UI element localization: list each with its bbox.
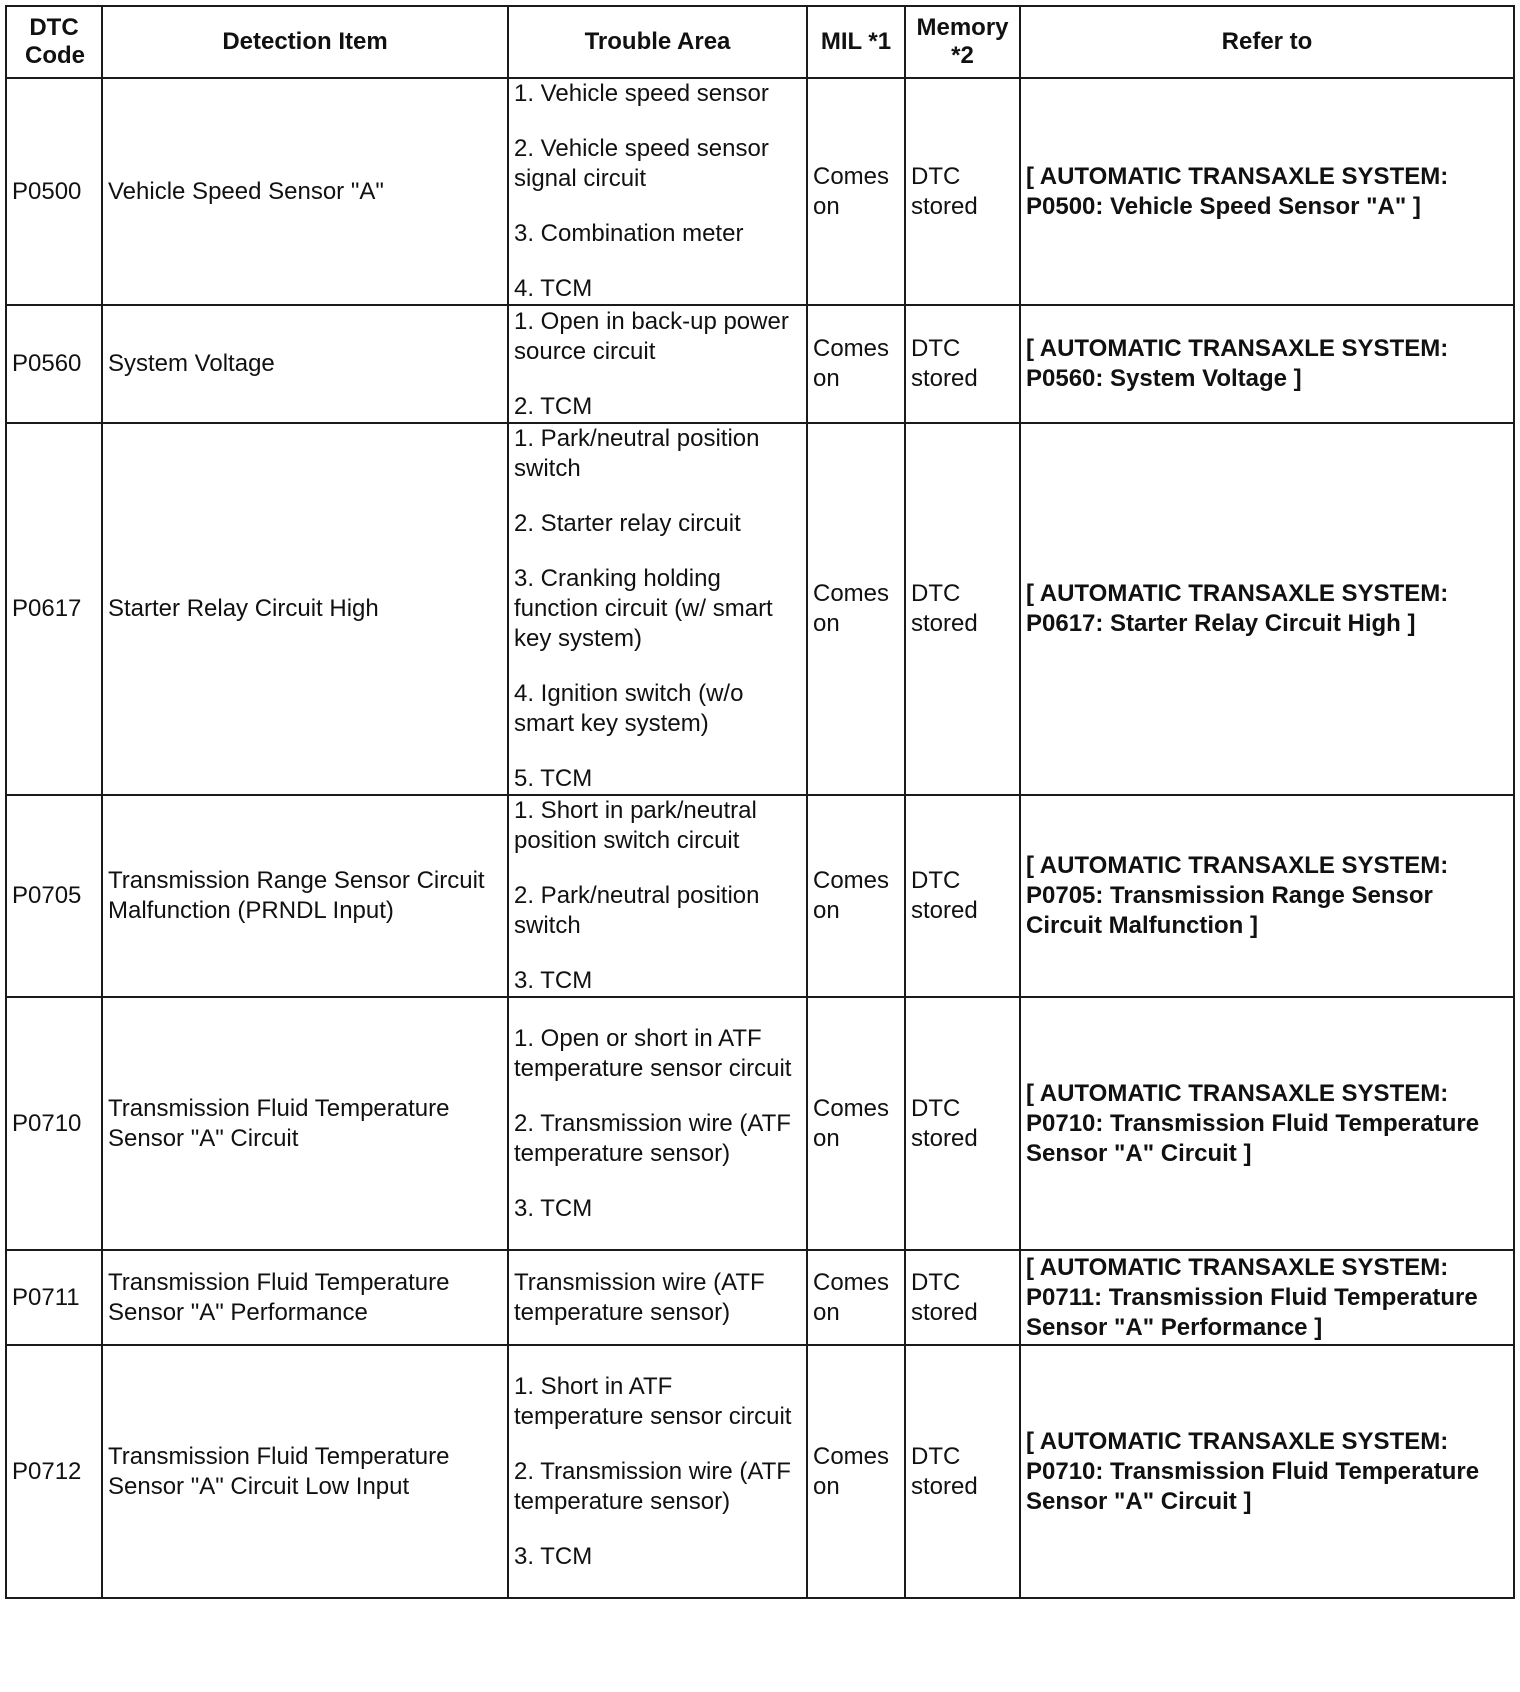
memory-cell: DTC stored <box>905 305 1020 423</box>
trouble-area-item: 2. Transmission wire (ATF temperature sensor) <box>514 1457 791 1515</box>
trouble-area-item: Transmission wire (ATF temperature sensor) <box>514 1268 765 1326</box>
table-body <box>6 78 1514 1598</box>
table-row <box>6 78 1514 305</box>
refer-to-cell: [ AUTOMATIC TRANSAXLE SYSTEM: P0705: Transmission Range Sensor Circuit Malfunction ] <box>1020 795 1514 997</box>
trouble-area-item: 2. Vehicle speed sensor signal circuit <box>514 135 769 192</box>
trouble-area-item: 2. Park/neutral position switch <box>514 882 760 939</box>
trouble-area-cell <box>508 1250 807 1345</box>
header-detection-item: Detection Item <box>102 6 508 78</box>
memory-cell: DTC stored <box>905 1345 1020 1598</box>
detection-item-cell: Transmission Fluid Temperature Sensor "A" Circuit Low Input <box>102 1345 508 1598</box>
dtc-code-cell: P0710 <box>6 997 102 1250</box>
header-memory: Memory *2 <box>905 6 1020 78</box>
refer-to-cell: [ AUTOMATIC TRANSAXLE SYSTEM: P0500: Vehicle Speed Sensor "A" ] <box>1020 78 1514 305</box>
refer-to-cell: [ AUTOMATIC TRANSAXLE SYSTEM: P0710: Transmission Fluid Temperature Sensor "A" Circuit ] <box>1020 997 1514 1250</box>
trouble-area-item: 5. TCM <box>514 765 593 792</box>
trouble-area-item: 4. TCM <box>514 275 593 302</box>
memory-cell: DTC stored <box>905 795 1020 997</box>
trouble-area-item: 1. Park/neutral position switch <box>514 425 760 482</box>
trouble-area-item: 1. Short in ATF temperature sensor circuit <box>514 1372 792 1430</box>
mil-cell: Comes on <box>807 795 905 997</box>
detection-item-cell: Vehicle Speed Sensor "A" <box>102 78 508 305</box>
table-row <box>6 795 1514 997</box>
table-header <box>6 6 1514 78</box>
dtc-code-cell: P0560 <box>6 305 102 423</box>
detection-item-cell: System Voltage <box>102 305 508 423</box>
trouble-area-item: 3. Cranking holding function circuit (w/ smart key system) <box>514 565 773 652</box>
trouble-area-cell <box>508 78 807 305</box>
dtc-code-cell: P0617 <box>6 423 102 795</box>
trouble-area-item: 2. Transmission wire (ATF temperature sensor) <box>514 1109 791 1167</box>
trouble-area-item: 2. TCM <box>514 392 593 420</box>
detection-item-cell: Transmission Fluid Temperature Sensor "A" Circuit <box>102 997 508 1250</box>
trouble-area-cell <box>508 305 807 423</box>
dtc-code-cell: P0712 <box>6 1345 102 1598</box>
header-mil: MIL *1 <box>807 6 905 78</box>
mil-cell: Comes on <box>807 78 905 305</box>
trouble-area-item: 3. TCM <box>514 1542 593 1570</box>
mil-cell: Comes on <box>807 1345 905 1598</box>
mil-cell: Comes on <box>807 1250 905 1345</box>
memory-cell: DTC stored <box>905 1250 1020 1345</box>
header-row <box>6 6 1514 78</box>
memory-cell: DTC stored <box>905 997 1020 1250</box>
mil-cell: Comes on <box>807 423 905 795</box>
memory-cell: DTC stored <box>905 78 1020 305</box>
trouble-area-item: 3. TCM <box>514 1194 593 1222</box>
table-row <box>6 423 1514 795</box>
refer-to-cell: [ AUTOMATIC TRANSAXLE SYSTEM: P0560: System Voltage ] <box>1020 305 1514 423</box>
header-dtc-code: DTC Code <box>6 6 102 78</box>
trouble-area-cell <box>508 795 807 997</box>
table-row <box>6 997 1514 1250</box>
refer-to-cell: [ AUTOMATIC TRANSAXLE SYSTEM: P0617: Starter Relay Circuit High ] <box>1020 423 1514 795</box>
trouble-area-cell <box>508 997 807 1250</box>
trouble-area-item: 3. TCM <box>514 967 593 994</box>
trouble-area-item: 1. Open or short in ATF temperature sensor circuit <box>514 1024 792 1082</box>
header-refer-to: Refer to <box>1020 6 1514 78</box>
dtc-code-cell: P0711 <box>6 1250 102 1345</box>
dtc-code-cell: P0705 <box>6 795 102 997</box>
dtc-code-cell: P0500 <box>6 78 102 305</box>
trouble-area-item: 3. Combination meter <box>514 220 744 247</box>
memory-cell: DTC stored <box>905 423 1020 795</box>
trouble-area-item: 2. Starter relay circuit <box>514 510 741 537</box>
dtc-table <box>5 5 1515 1599</box>
detection-item-cell: Starter Relay Circuit High <box>102 423 508 795</box>
table-row <box>6 305 1514 423</box>
header-trouble-area: Trouble Area <box>508 6 807 78</box>
refer-to-cell: [ AUTOMATIC TRANSAXLE SYSTEM: P0711: Transmission Fluid Temperature Sensor "A" Performance ] <box>1020 1250 1514 1345</box>
trouble-area-item: 1. Open in back-up power source circuit <box>514 307 789 365</box>
trouble-area-item: 1. Vehicle speed sensor <box>514 80 769 107</box>
table-row <box>6 1345 1514 1598</box>
trouble-area-cell <box>508 423 807 795</box>
refer-to-cell: [ AUTOMATIC TRANSAXLE SYSTEM: P0710: Transmission Fluid Temperature Sensor "A" Circuit ] <box>1020 1345 1514 1598</box>
mil-cell: Comes on <box>807 305 905 423</box>
trouble-area-cell <box>508 1345 807 1598</box>
trouble-area-item: 4. Ignition switch (w/o smart key system) <box>514 680 744 737</box>
table-row <box>6 1250 1514 1345</box>
detection-item-cell: Transmission Range Sensor Circuit Malfunction (PRNDL Input) <box>102 795 508 997</box>
mil-cell: Comes on <box>807 997 905 1250</box>
trouble-area-item: 1. Short in park/neutral position switch circuit <box>514 797 757 854</box>
detection-item-cell: Transmission Fluid Temperature Sensor "A" Performance <box>102 1250 508 1345</box>
